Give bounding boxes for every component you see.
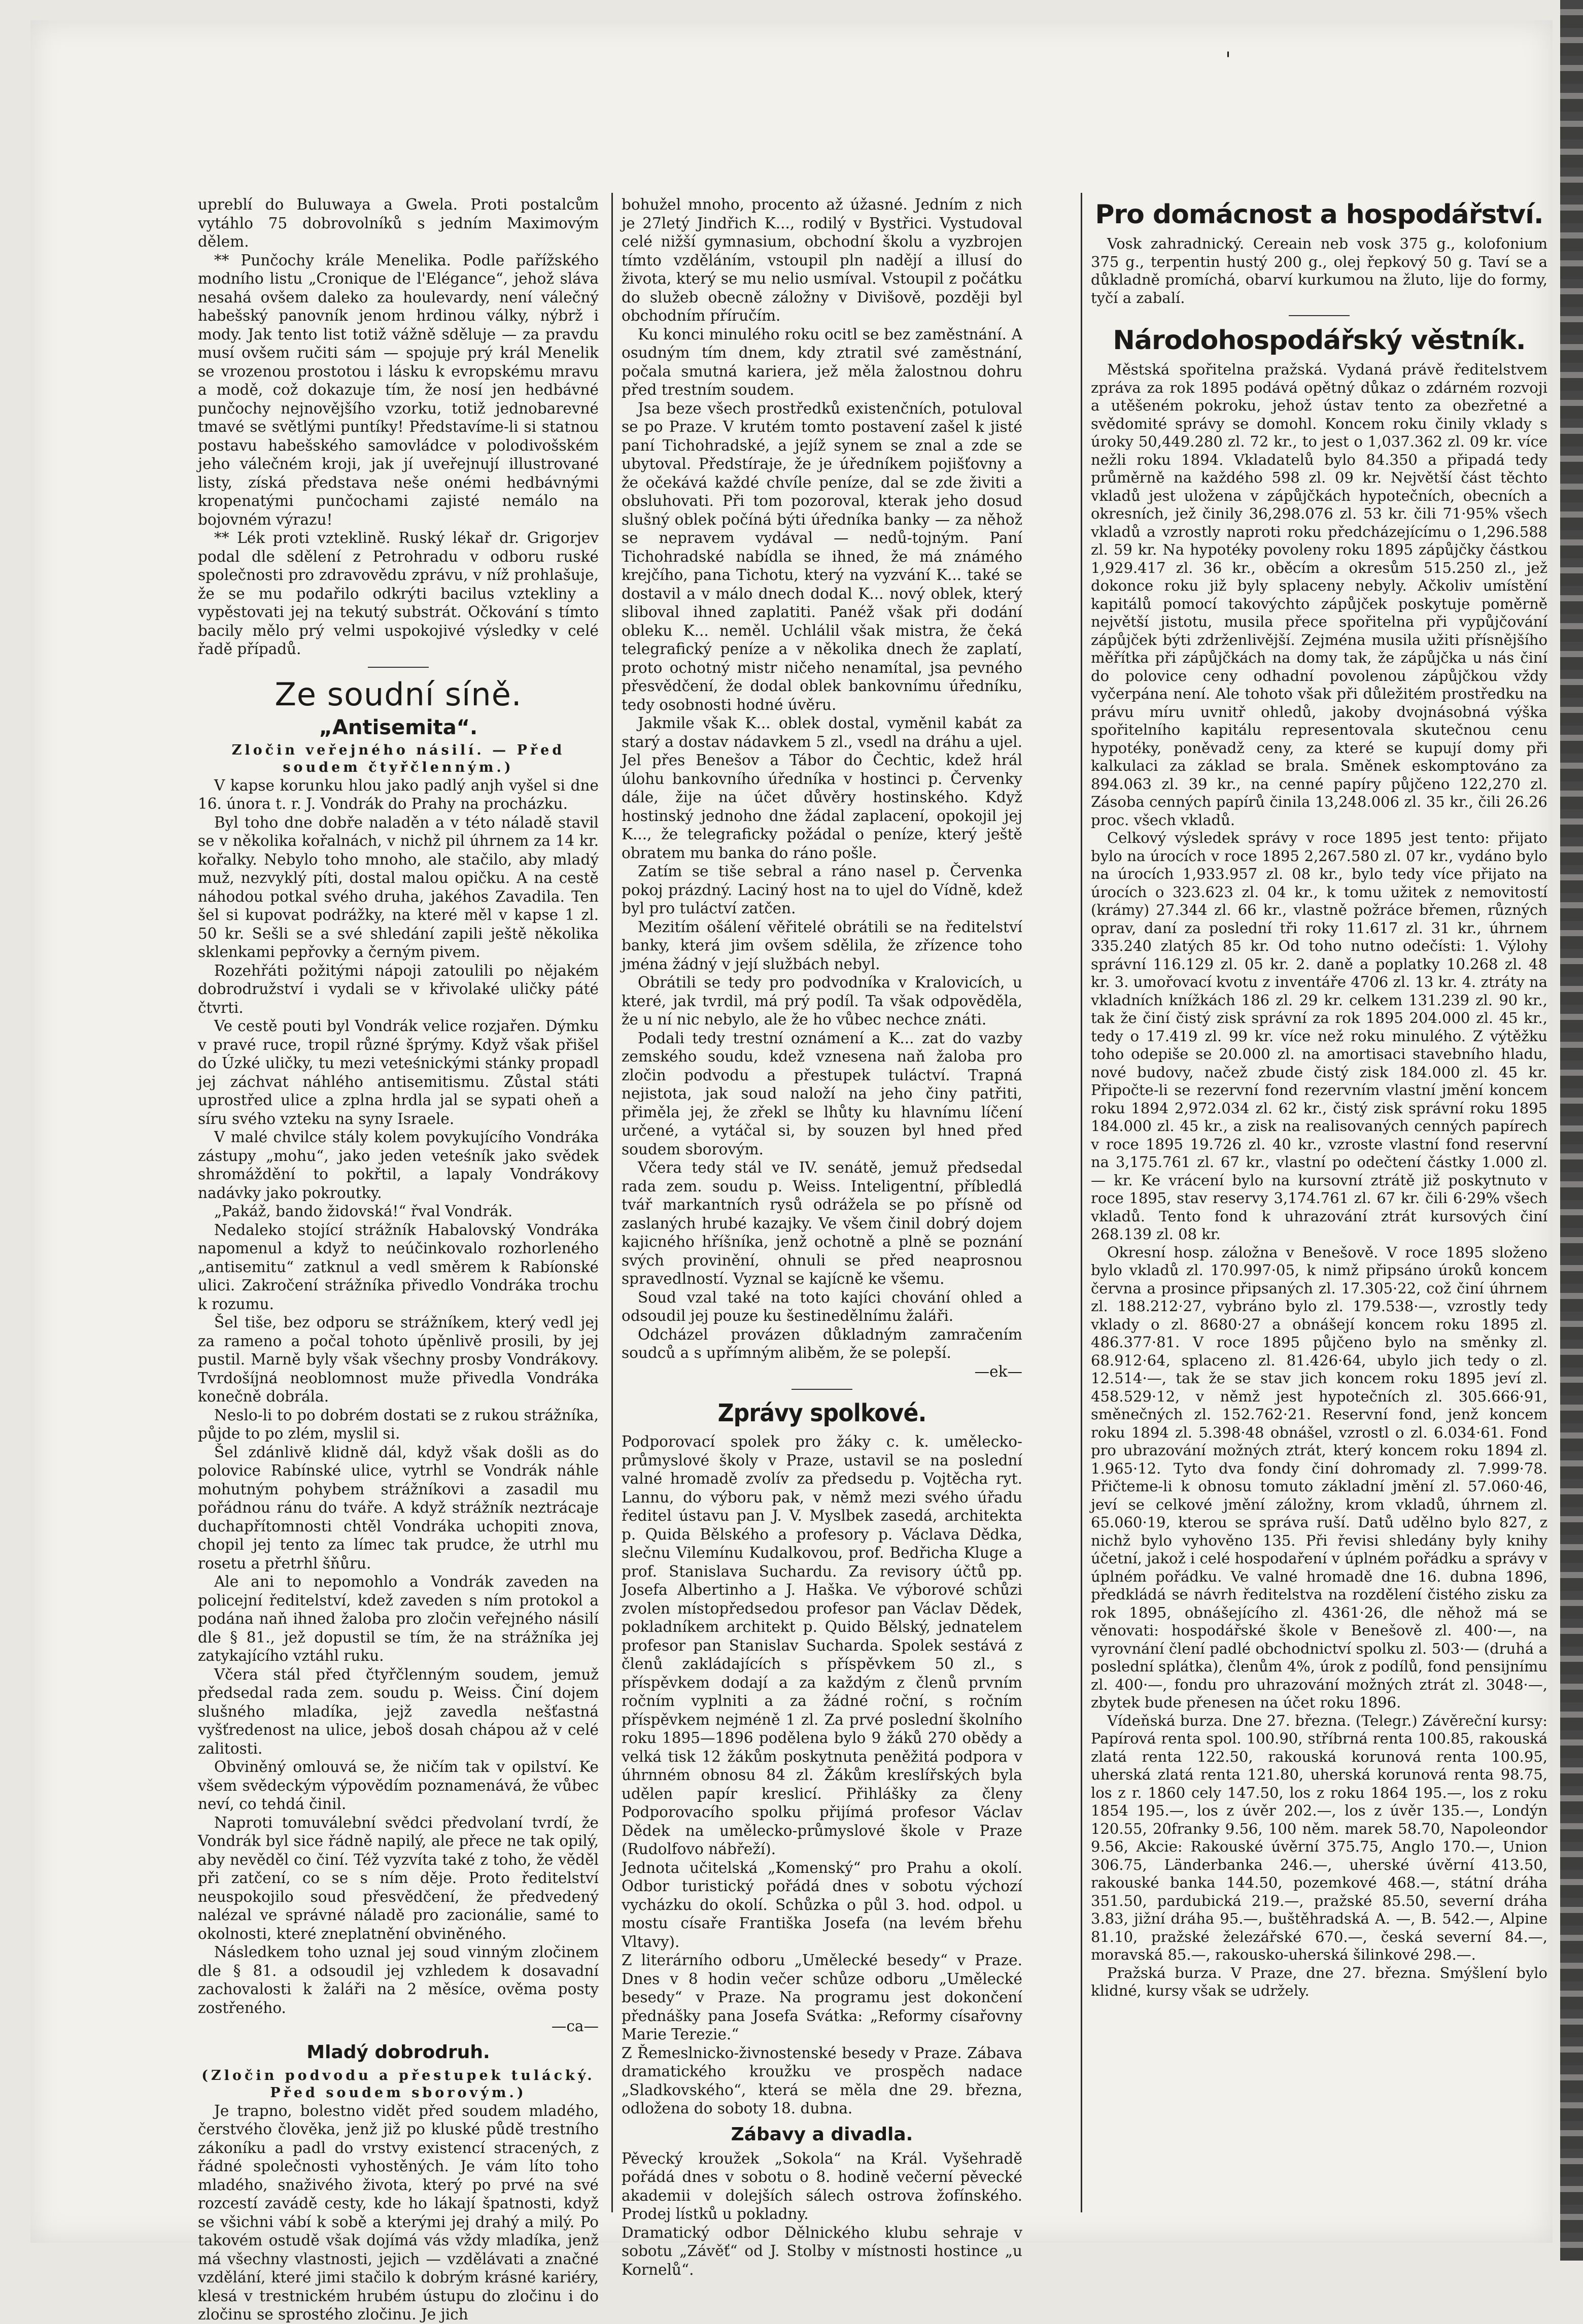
paragraph: Odcházel provázen důkladným zamračením soudců a s upřímným aliběm, že se polepší. xyxy=(622,1325,1022,1361)
column-rule xyxy=(611,193,613,2212)
paragraph: Jsa beze všech prostředků existenčních, potuloval se po Praze. V krutém tomto postavení zašel k jisté paní Tichohradské, a jejíž synem se znal a zde se ubytoval. Předstíraje, že je úředníkem pojišťovny a že očekává každé chvíle peníze, dal se zde živiti a obsluhovati. Při tom pozoroval, kterak jeho dosud slušný oblek počíná býti úředníka banky — za něhož se nepravem vydával — nedů-tojným. Paní Tichohradské nabídla se ihned, že má známého krejčího, pana Tichotu, který na vyzvání K... také se dostavil a v málo dnech dodal K... nový oblek, který sliboval ihned zaplatiti. Panéž však při dodání obleku K... neměl. Uchlálil však mistra, že čeká telegrafický peníze a v několika dnech že zaplatí, proto ochotný mistr ničeho nenamítal, jsa pevného přesvědčení, že dodal oblek bankovnímu úředníku, tedy osobnosti hodné úvěru. xyxy=(622,399,1022,713)
paragraph: Mezitím ošálení věřitelé obrátili se na ředitelství banky, která jim ovšem sdělila, že zřízence toho jména žádný v její službách nebyl. xyxy=(622,918,1022,973)
paragraph: Pražská burza. V Praze, dne 27. března. Smýšlení bylo klidné, kursy však se udržely. xyxy=(1091,1964,1547,1999)
section-heading-vestnik: Národohospodářský věstník. xyxy=(1113,325,1526,356)
paragraph: Včera tedy stál ve IV. senátě, jemuž předsedal rada zem. soudu p. Weiss. Inteligentní, příbledlá tvář markantních rysů odrážela se po přísně od zaslaných hrubé kazajky. Ve všem činil dobrý dojem kajicného hříšníka, jenž ochotně a plně se poznání svých provinění, ohnuli se před neaprosnou spravedlností. Vyznal se kajícně ke všemu. xyxy=(622,1159,1022,1287)
paragraph: „Pakáž, bando židovská!“ řval Vondrák. xyxy=(214,1203,513,1220)
column-middle xyxy=(622,195,1022,2278)
paragraph: Podporovací spolek pro žáky c. k. umělecko-průmyslové školy v Praze, ustavil se na poslední valné hromadě zvolív za předsedu p. Vojtěcha ryt. Lannu, do výboru pak, v němž mezi svého úřadu ředitel ústavu pan J. V. Myslbek zasedá, architekta p. Quida Bělského a profesory p. Václava Dědka, slečnu Vilemínu Kudalkovou, prof. Bedřicha Kluge a prof. Stanislava Suchardu. Za revisory účtů pp. Josefa Albertinho a J. Haška. Ve výborové schůzi zvolen místopředsedou profesor pan Václav Dědek, pokladníkem architekt p. Quido Bělský, jednatelem profesor pan Stanislav Sucharda. Spolek sestává z členů zakládajících s příspěvkem 50 zl., s příspěvkem dodají a za každým z členů prvním ročním vyplniti a za žádné roční, s ročním příspěvkem nejméně 1 zl. Za prvé poslední školního roku 1895—1896 podělena bylo 9 žáků 270 obědy a velká tisk 12 žákům poskytnuta peněžitá podpora v úhrnném obnosu 84 zl. Žákům kreslířských byla udělen papír kreslicí. Přihlášky za členy Podporovacího spolku přijímá profesor Václav Dědek na umělecko-průmyslové škole v Praze (Rudolfovo nábřeží). xyxy=(622,1433,1022,1858)
paragraph: Neslo-li to po dobrém dostati se z rukou strážníka, půjde to po zlém, myslil si. xyxy=(198,1406,599,1442)
signature: —ek— xyxy=(974,1362,1022,1380)
paragraph: Následkem toho uznal jej soud vinným zločinem dle § 81. a odsoudil jej vzhledem k dosavadní zachovalosti k žaláři na 2 měsíce, ověma posty zostřeného. xyxy=(198,1943,599,2017)
paragraph: Včera stál před čtyřčlenným soudem, jemuž předsedal rada zem. soudu p. Weiss. Činí dojem slušného mladíka, jejž zavedla nešťastná vyšťredenost na ulice, jeboš dosah chápou až v celé zalitosti. xyxy=(198,1665,599,1757)
subsection-heading-zabavy: Zábavy a divadla. xyxy=(731,2124,913,2145)
paragraph: Okresní hosp. záložna v Benešově. V roce 1895 složeno bylo vkladů zl. 170.997·05, k nimž připsáno úroků koncem června a prosince připsaných zl. 17.305·22, což činí úhrnem zl. 188.212·27, vybráno bylo zl. 179.538·—, vzrostly tedy vklady o zl. 8680·27 a obnášejí koncem roku 1895 zl. 486.377·81. V roce 1895 půjčeno bylo na směnky zl. 68.912·64, splaceno zl. 81.426·64, ubylo jich tedy o zl. 12.514·—, tak že se stav jich koncem roku 1895 jeví zl. 458.529·12, v němž jest hypotečních zl. 305.666·91, směnečných zl. 152.762·21. Reservní fond, jenž koncem roku 1894 zl. 5.398·48 obnášel, vzrostl o zl. 6.034·61. Fond pro ubrazování možných ztrát, který koncem roku 1894 zl. 1.965·12. Tyto dva fondy činí dohromady zl. 7.999·78. Přičteme-li k obnosu tomuto základní jmění zl. 57.060·46, jeví se celkové jmění záložny, krom vkladů, úhrnem zl. 65.060·19, kterou se správa ruší. Datů udělno bylo 827, z nichž bylo vyhověno 135. Při řevisi shledány byly knihy účetní, jakož i celé hospodaření v úplném pořádku a správy v úplném pořádku. Ve valné hromadě dne 16. dubna 1896, předkládá se návrh ředitelstva na rozdělení čistého zisku za rok 1895, obnášejícího zl. 4361·26, dle něhož má se věnovati: hospodářské škole v Benešově zl. 400·—, na vyrovnání člení padlé obchodnictví spolku zl. 503·— (druhá a poslední splátka), členům 4%, úrok z podílů, fond pensijnímu zl. 400·—, fondu pro uhrazování možných ztrát zl. 3048·—, zbytek bude přenesen na účet roku 1896. xyxy=(1091,1243,1547,1711)
column-left xyxy=(198,195,599,2323)
section-heading-soudni-sin: Ze soudní síně. xyxy=(274,675,522,713)
paragraph: Pěvecký kroužek „Sokola“ na Král. Vyšehradě pořádá dnes v sobotu o 8. hodině večerní pěvecké akademii v dolejších sálech ostrova žofínského. Prodej lístků u pokladny. xyxy=(622,2149,1022,2223)
paragraph: Vídeňská burza. Dne 27. března. (Telegr.) Závěreční kursy: Papírová renta spol. 100.90, stříbrná renta 100.85, rakouská zlatá renta 122.50, rakouská korunová renta 100.95, uherská zlatá renta 121.80, uherská korunová renta 98.75, los z r. 1860 cely 147.50, los z roku 1864 195.—, los z roku 1854 195.—, los z úvěr 202.—, los z úvěr 135.—, Londýn 120.55, 20franky 9.56, 100 něm. marek 58.70, Napoleondor 9.56, Akcie: Rakouské úvěrní 375.75, Anglo 170.—, Union 306.75, Länderbanka 246.—, uherské úvěrní 413.50, rakouské banka 144.50, pozemkové 468.—, státní dráha 351.50, pardubická 219.—, pražské 85.50, severní dráha 3.83, jižní dráha 95.—, buštěhradská A. —, B. 542.—, Alpine 81.10, pražské železářské 670.—, česká severní 84.—, moravská 85.—, rakousko-uherská šilinkové 298.—. xyxy=(1091,1712,1547,1963)
article-subheading: (Zločin podvodu a přestupek tulácký. Před soudem sborovým.) xyxy=(201,2067,595,2101)
paragraph: Vosk zahradnický. Cereain neb vosk 375 g., kolofonium 375 g., terpentin hustý 200 g., olej řepkový 50 g. Taví se a důkladně promíchá, obarví kurkumou na žluto, lije do formy, tyčí a zabalí. xyxy=(1091,235,1547,306)
paragraph: Nedaleko stojící strážník Habalovský Vondráka napomenul a když to neúčinkovalo rozhorleného „antisemitu“ zatknul a vedl směrem k Rabíonské ulici. Zakročení strážníka přivedlo Vondráka trochu k rozumu. xyxy=(198,1221,599,1313)
paragraph: Jednota učitelská „Komenský“ pro Prahu a okolí. Odbor turistický pořádá dnes v sobotu výchozí vycházku do okolí. Schůzka o půl 3. hod. odpol. u mostu císaře Františka Josefa (na levém břehu Vltavy). xyxy=(622,1859,1022,1951)
article-subheading: Zločin veřejného násilí. — Před soudem čtyřčlenným.) xyxy=(231,742,565,775)
column-right xyxy=(1091,195,1547,2215)
paragraph: Podali tedy trestní oznámení a K... zat do vazby zemského soudu, kdež vznesena naň žaloba pro zločin podvodu a přestupek tuláctví. Trapná nejistota, jak soud naloží na jeho činy patřiti, přiměla jej, že zřekl se lhůty ku hlavnímu líčení určené, a vytáčal si, by souzen byl hned před soudem sborovým. xyxy=(622,1029,1022,1158)
paragraph: Z Řemeslnicko-živnostenské besedy v Praze. Zábava dramatického kroužku ve prospěch nadace „Sladkovského“, která se měla dne 29. března, odložena do soboty 18. dubna. xyxy=(622,2044,1022,2117)
page-mark: ' xyxy=(1225,48,1231,72)
section-heading-zpravy-spolkove: Zprávy spolkové. xyxy=(717,1399,926,1427)
paragraph-vzteklina: ** Lék proti vzteklině. Ruský lékař dr. Grigorjev podal dle sdělení z Petrohradu v odboru ruské společnosti pro zdravovědu zprávu, v níž prohlašuje, že se mu podařilo odkrýti bacilus vztekliny a vypěstovati jej na tekutý substrát. Očkování s tímto bacily mělo prý velmi uspokojivé výsledky v celé řadě případů. xyxy=(198,529,599,658)
article-heading-mlady-dobrodruh: Mladý dobrodruh. xyxy=(306,2041,490,2063)
separator xyxy=(368,667,429,668)
paragraph: upreblí do Buluwaya a Gwela. Proti postalcům vytáhlo 75 dobrovolníků s jedním Maximovým dělem. xyxy=(198,196,599,250)
section-heading-domacnost: Pro domácnost a hospodářství. xyxy=(1095,199,1543,230)
paragraph: Jakmile však K... oblek dostal, vyměnil kabát za starý a dostav nádavkem 5 zl., vsedl na dráhu a ujel. Jel přes Benešov a Tábor do Čechtic, kdež hrál úlohu bankovního úředníka v hostinci p. Červenky dále, žije na účet důvěry hostinského. Když hostinský jednoho dne žádal zaplacení, opokojil jej K..., že telegraficky požádal o peníze, který ještě obratem mu banka do ráno pošle. xyxy=(622,714,1022,862)
paragraph-menelik: ** Punčochy krále Menelika. Podle pařížského modního listu „Cronique de l'Elégance“, jehož sláva nesahá ovšem daleko za houlevardy, není válečný habešský panovník jenom hrdinou války, nýbrž i mody. Jak tento list totiž vážně sděluje — za pravdu musí ovšem ručiti sám — spojuje prý král Menelik se vrozenou prostotou i lásku k evropskému mravu a modě, což dokazuje tím, že nosí jen hedbávné punčochy nejnovějšího vzorku, totiž jednobarevné tmavé se světlými puntíky! Představíme-li si statnou postavu habešského samovládce v polodivošském jeho válečném kroji, jak jí uveřejnují illustrované listy, získá představa neše onémi hedbávnými kropenatými punčochami zajisté nemálo na bojovném výrazu! xyxy=(198,251,599,528)
paragraph: Ve cestě pouti byl Vondrák velice rozjařen. Dýmku v pravé ruce, tropil různé šprýmy. Když však přišel do Úzké uličky, tu mezi veteśnickými stánky propadl jej záchvat náhlého antisemitismu. Zůstal státi uprostřed ulice a zplna hrdla jal se sypati oheň a síru svého vzteku na syny Israele. xyxy=(198,1017,599,1127)
paragraph: Dramatický odbor Dělnického klubu sehraje v sobotu „Závěť“ od J. Stolby v místnosti hostince „u Kornelů“. xyxy=(622,2224,1022,2278)
paragraph: V malé chvilce stály kolem povykujícího Vondráka zástupy „mohu“, jako jeden veteśník jako svědek shromáždění to pokřtil, a lapaly Vondrákovy nadávky jako pokroutky. xyxy=(198,1129,599,1202)
paragraph: Z literárního odboru „Umělecké besedy“ v Praze. Dnes v 8 hodin večer schůze odboru „Umělecké besedy“ v Praze. Na programu jest dokončení přednášky pana Josefa Svátka: „Reformy císařovny Marie Terezie.“ xyxy=(622,1952,1022,2043)
paragraph: Zatím se tiše sebral a ráno nasel p. Červenka pokoj prázdný. Laciný host na to ujel do Vídně, kdež byl pro tuláctví zatčen. xyxy=(622,863,1022,917)
paragraph: Městská spořitelna pražská. Vydaná právě ředitelstvem zpráva za rok 1895 podává opětný důkaz o zdárném rozvoji a utěšeném pokroku, jehož ústav tento za obezřetné a svědomité správy se domohl. Koncem roku činily vklady s úroky 50,449.280 zl. 72 kr., to jest o 1,037.362 zl. 09 kr. více nežli roku 1894. Vkladatelů bylo 84.350 a připadá tedy průměrně na každého 598 zl. 09 kr. Největší část těchto vkladů jest uložena v zápůjčkách hypotečních, obecních a okresních, jež činily 36,298.076 zl. 53 kr. čili 71·95% všech vkladů a vzrostly naproti roku předcházejícímu o 1,296.588 zl. 59 kr. Na hypotéky povoleny roku 1895 zápůjčky částkou 1,929.417 zl. 36 kr., oběcím a okresům 515.250 zl., jež dokonce roku již byly splaceny nebyly. Ačkoliv umístění kapitálů pomocí takovýchto zápůjček poskytuje poměrně největší jistotu, musila přece spořitelna při vypůjčování zápůjček býti zdrženlivější. Zejména musila užiti přísnějšího měřítka při zápůjčkách na domy tak, že zápůjčka u nás činí do polovice ceny odhadní povolenou zápůjčkou vždy vyčerpána není. Ale tohoto však při důležitém prostředku na právu míru uvnitř ohledů, jakoby dvojnásobná výška spořitelního kapitálu representovala skutečnou cenu hypotéky, poněvadž ceny, za které se kupují domy při kalkulaci za základ se brala. Směnek eskomptováno za 894.063 zl. 39 kr., na cenné papíry půjčeno 122,270 zl. Zásoba cenných papírů činila 13,248.006 zl. 35 kr., čili 26.26 proc. všech vkladů. xyxy=(1091,361,1547,829)
paragraph: bohužel mnoho, procento až úžasné. Jedním z nich je 27letý Jindřich K..., rodilý v Bystřici. Vystudoval celé nižší gymnasium, obchodní školu a vyzbrojen tímto vzděláním, vstoupil pln nadějí a illusí do života, který se mu nelio usmíval. Vstoupil z počátku do služeb obecně záložny v Divišově, později byl obchodním příručím. xyxy=(622,196,1022,324)
paragraph: Rozehřáti požitými nápoji zatoulili po nějakém dobrodružství i vydali se v křivolaké uličky páté čtvrti. xyxy=(198,962,599,1016)
paragraph: Soud vzal také na toto kajíci chování ohled a odsoudil jej pouze ku šestinedělnímu žaláři. xyxy=(622,1288,1022,1324)
newspaper-page xyxy=(30,20,1553,2323)
column-rule xyxy=(1081,193,1082,2212)
page-edge xyxy=(1560,0,1583,2261)
paragraph: Šel zdánlivě klidně dál, když však došli as do polovice Rabínské ulice, vytrhl se Vondrák náhle mohutným pohybem strážníkovi a zasadil mu pořádnou ránu do tváře. A když strážník neztrácaje duchapřítomnosti chtěl Vondráka uchopiti znova, chopil jej tento za límec tak prudce, že utrhl mu rosetu a přetrhl šňůru. xyxy=(198,1443,599,1572)
article-heading-antisemita: „Antisemita“. xyxy=(319,715,478,739)
paragraph: V kapse korunku hlou jako padlý anjh vyšel si dne 16. února t. r. J. Vondrák do Prahy na procházku. xyxy=(198,776,599,812)
signature: —ca— xyxy=(551,2018,599,2035)
paragraph: Naproti tomuválební svědci předvolaní tvrdí, že Vondrák byl sice řádně napilý, ale přece ne tak opilý, aby nevěděl co činí. Též vyzvíta také z toho, že věděl při zatčení, co se s ním děje. Proto ředitelství neuspokojilo soud přesvědčení, že předvedený nalézal ve správné náladě pro zacionálie, samé to okolnosti, které zneplatnění obviněného. xyxy=(198,1814,599,1942)
separator xyxy=(1289,315,1350,316)
separator xyxy=(792,1389,852,1390)
paragraph: Ale ani to nepomohlo a Vondrák zaveden na policejní ředitelství, kdež zaveden s ním protokol a podána naň ihned žaloba pro zločin veřejného násilí dle § 81., jež dopustil se tím, že na strážníka jej zatykajícího vztáhl ruku. xyxy=(198,1573,599,1664)
paragraph: Byl toho dne dobře naladěn a v této náladě stavil se v několika kořalnách, v nichž pil úhrnem za 14 kr. kořalky. Nebylo toho mnoho, ale stačilo, aby mladý muž, nezvyklý píti, dostal malou opičku. A na cestě náhodou potkal svého druha, jakéhos Zavadila. Ten šel si kupovat podrážky, na které měl v kapse 1 zl. 50 kr. Sešli se a své shledání zapili ještě několika sklenkami pepřovky a černým pivem. xyxy=(198,813,599,961)
paragraph: Ku konci minulého roku ocitl se bez zaměstnání. A osudným tím dnem, kdy ztratil své zaměstnání, počala smutná kariera, jež měla žalostnou dohru před trestním soudem. xyxy=(622,325,1022,398)
paragraph: Je trapno, bolestno vidět před soudem mladého, čerstvého člověka, jenž již po kluské půdě trestního zákoníku a padl do vrstvy existencí stracených, z řádné společnosti vyhostěných. Je vám líto toho mladého, snaživého života, který po prvé na své rozcestí zavádě cesty, kde ho lákají špatnosti, když se všichni vábí k sobě a kterými jej drahý a milý. Po takovém ostudě však dojímá vás vždy mladíka, jenž má všechny vlastnosti, jejich — vzdělávati a značné vzdělání, které jimi stačilo k dobrým krásné kariéry, klesá v trestnickém hrubém ústupu do zločinu i do zločinu se sprostého zločinu. Je jich xyxy=(198,2102,599,2323)
paragraph: Obrátili se tedy pro podvodníka v Kralovicích, u které, jak tvrdil, má prý podíl. Ta však odpověděla, že u ní nic nebylo, ale že ho vůbec nechce znáti. xyxy=(622,974,1022,1028)
paragraph: Celkový výsledek správy v roce 1895 jest tento: přijato bylo na úrocích v roce 1895 2,267.580 zl. 07 kr., vydáno bylo na úrocích 1,933.957 zl. 08 kr., bylo tedy více přijato na úrocích o 323.623 zl. 04 kr., k tomu užitek z nemovitostí (krámy) 27.344 zl. 66 kr., vlastně požráce břemen, různých oprav, daní za poslední tři roky 11.617 zl. 31 kr., úhrnem 335.240 zlatých 85 kr. Od toho nutno odečísti: 1. Výlohy správní 116.129 zl. 05 kr. 2. daně a poplatky 10.268 zl. 48 kr. 3. umořovací kvotu z inventáře 4706 zl. 13 kr. 4. ztráty na vkladních knížkách 186 zl. 29 kr. celkem 131.239 zl. 90 kr., tak že činí čistý zisk správní za rok 1895 204.000 zl. 45 kr., tedy o 17.419 zl. 99 kr. více než roku minulého. Z výtěžku toho odepiše se 20.000 zl. na amortisaci stavebního hladu, nové budovy, načež zbude čistý zisk 184.000 zl. 45 kr. Připočte-li se rezervní fond rezervním vlastní jmění koncem roku 1894 2,972.034 zl. 62 kr., čistý zisk správní roku 1895 184.000 zl. 45 kr., a zisk na realisovaných cenných papírech v roce 1895 19.726 zl. 40 kr., vzroste vlastní fond reservní na 3,175.761 zl. 67 kr., vlastní po odečtení částky 1.000 zl. — kr. Ke vrácení bylo na kursovní ztrátě již poskytnuto v roce 1895, stav reservy 3,174.761 zl. 67 kr. čili 6·29% všech vkladů. Tento fond k uhrazování ztrát kursových činí 268.139 zl. 08 kr. xyxy=(1091,829,1547,1243)
paragraph: Šel tiše, bez odporu se strážníkem, který vedl jej za rameno a počal tohoto úpěnlivě prosili, by jej pustil. Marně byly však všechny prosby Vondrákovy. Tvrdošíjná neoblomnost muže přivedla Vondráka konečně dobrála. xyxy=(198,1314,599,1405)
paragraph: Obviněný omlouvá se, že ničím tak v opilství. Ke všem svědeckým výpovědím poznamenává, že vůbec neví, co tehdá činil. xyxy=(198,1758,599,1813)
